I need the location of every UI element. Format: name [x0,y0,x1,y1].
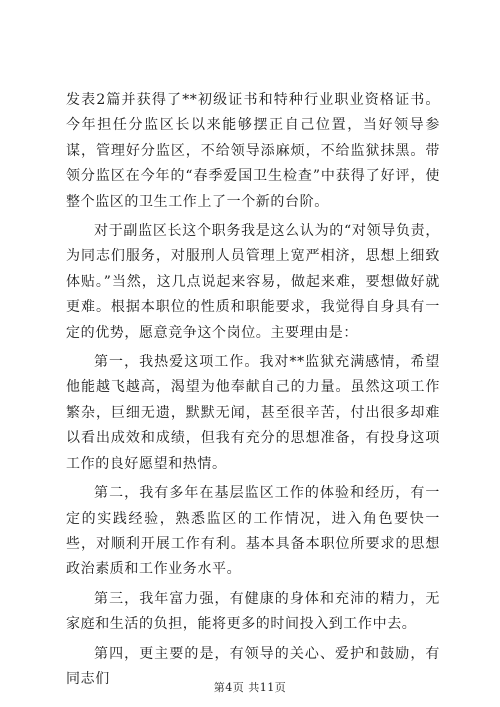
paragraph-6: 第四，更主要的是，有领导的关心、爱护和鼓励，有同志们 [66,645,440,687]
page-footer: 第4页 共11页 [213,681,287,694]
paragraph-3: 第一，我热爱这项工作。我对**监狱充满感情，希望他能越飞越高，渴望为他奉献自己的力量。虽然这项工作繁杂，巨细无遗，默默无闻，甚至很辛苦，付出很多却难以看出成效和成绩，但我有充分的思想准备，有投身这项工作的良好愿望和热情。 [66,354,440,472]
paragraph-4: 第二，我有多年在基层监区工作的体验和经历，有一定的实践经验，熟悉监区的工作情况，进入角色要快一些，对顺利开展工作有利。基本具备本职位所要求的思想政治素质和工作业务水平。 [66,485,440,578]
paragraph-2: 对于副监区长这个职务我是这么认为的“对领导负责，为同志们服务，对服刑人员管理上宽严相济，思想上细致体贴。”当然，这几点说起来容易，做起来难，要想做好就更难。根据本职位的性质和职能要求，我觉得自身具有一定的优势，愿意竞争这个岗位。主要理由是： [66,223,440,341]
paragraph-5: 第三，我年富力强，有健康的身体和充沛的精力，无家庭和生活的负担，能将更多的时间投入到工作中去。 [66,590,440,633]
document-body [66,88,440,696]
paragraph-1: 发表2篇并获得了**初级证书和特种行业职业资格证书。今年担任分监区长以来能够摆正自己位置，当好领导参谋，管理好分监区，不给领导添麻烦，不给监狱抹黑。带领分监区在今年的“春季爱国卫生检查”中获得了好评，使整个监区的卫生工作上了一个新的台阶。 [66,92,440,210]
